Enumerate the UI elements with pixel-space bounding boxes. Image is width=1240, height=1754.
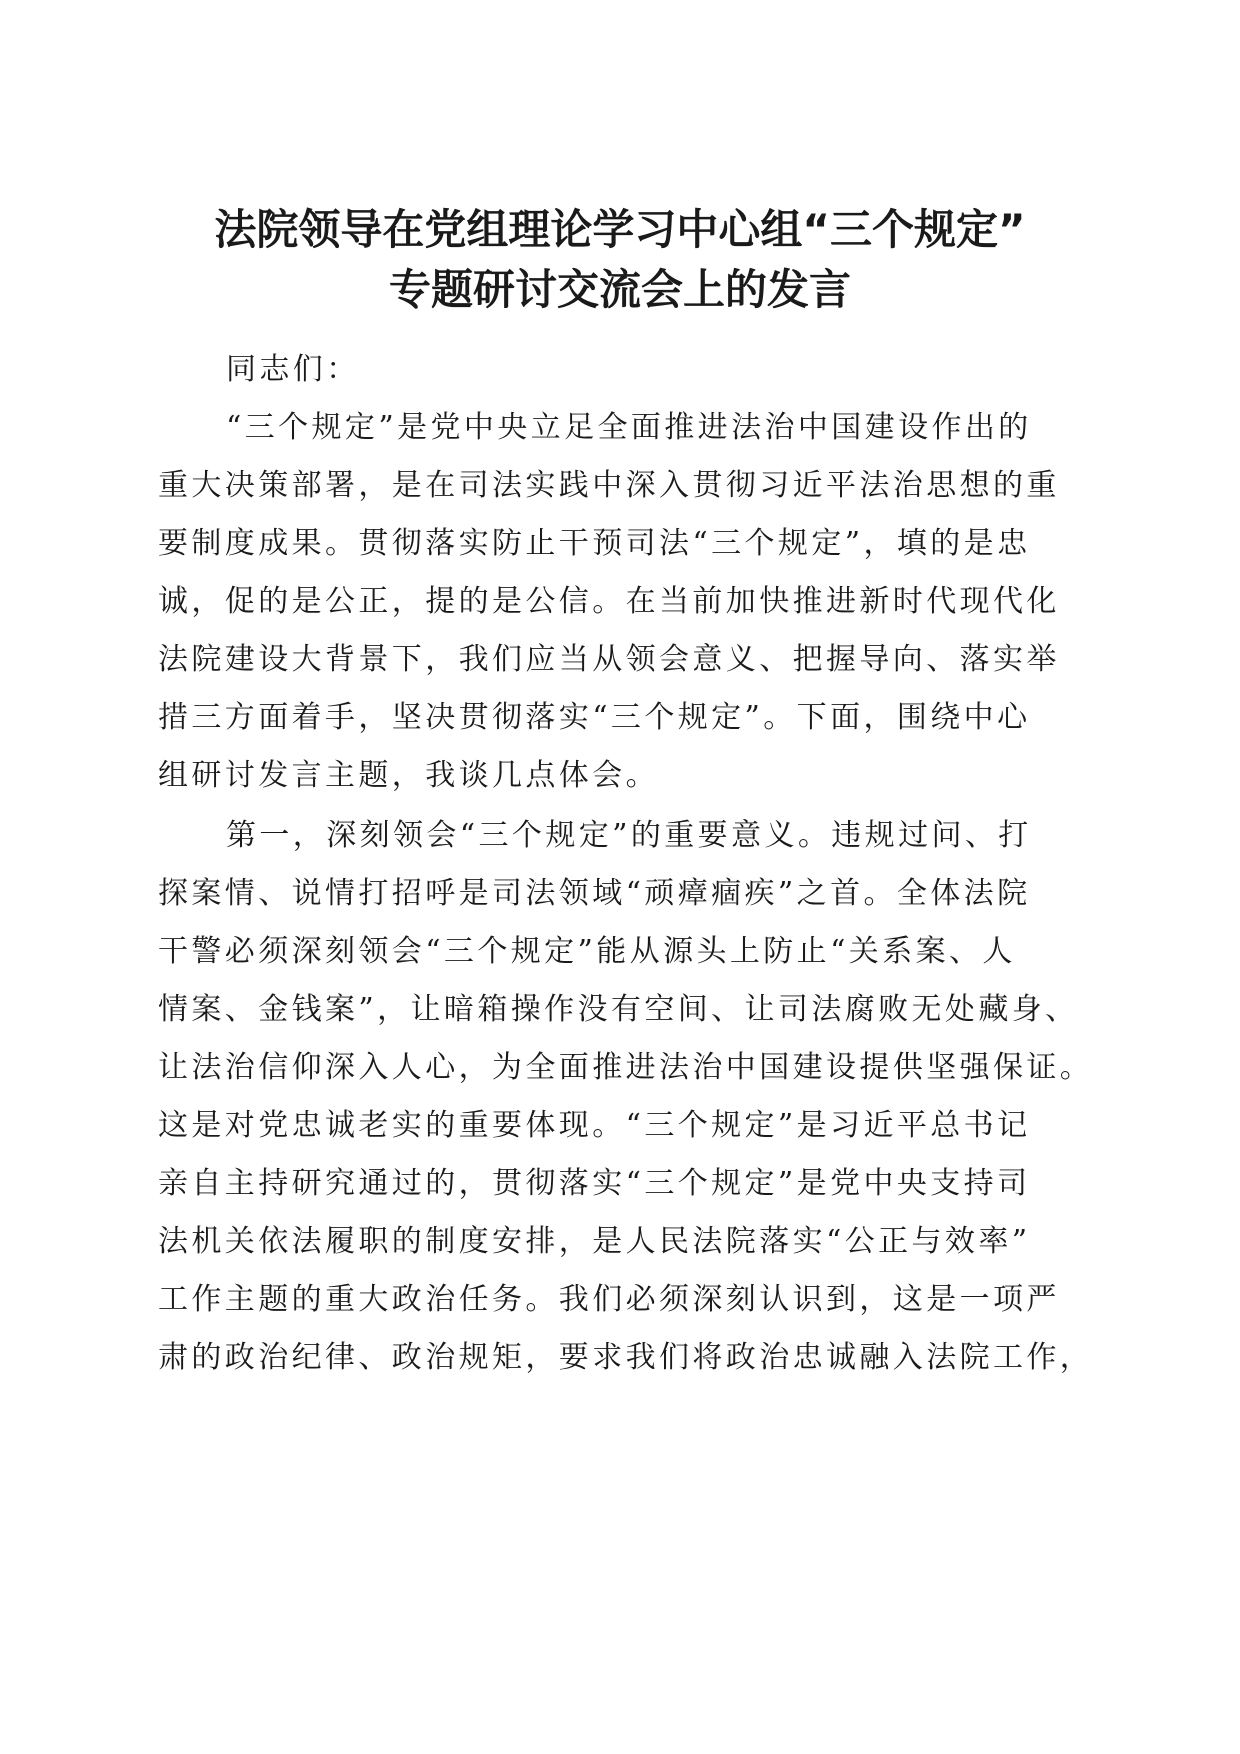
paragraph-1-line: 组研讨发言主题，我谈几点体会。: [158, 758, 659, 793]
paragraph-2-line: 法机关依法履职的制度安排，是人民法院落实“公正与效率”: [158, 1224, 1031, 1259]
paragraph-2-line: 第一，深刻领会“三个规定”的重要意义。违规过问、打: [226, 818, 1032, 853]
paragraph-2-line: 亲自主持研究通过的，贯彻落实“三个规定”是党中央支持司: [158, 1166, 1031, 1201]
paragraph-2-line: 工作主题的重大政治任务。我们必须深刻认识到，这是一项严: [158, 1282, 1060, 1317]
paragraph-1-line: 诚，促的是公正，提的是公信。在当前加快推进新时代现代化: [158, 584, 1060, 619]
paragraph-1-line: 措三方面着手，坚决贯彻落实“三个规定”。下面，围绕中心: [158, 700, 1031, 735]
document-title-line-2: 专题研讨交流会上的发言: [388, 265, 851, 314]
document-title-line-1: 法院领导在党组理论学习中心组“三个规定”: [214, 205, 1026, 254]
salutation: 同志们：: [226, 352, 360, 387]
paragraph-2-line: 干警必须深刻领会“三个规定”能从源头上防止“关系案、人: [158, 934, 1016, 969]
paragraph-1-line: “三个规定”是党中央立足全面推进法治中国建设作出的: [226, 410, 1032, 445]
paragraph-2-line: 让法治信仰深入人心，为全面推进法治中国建设提供坚强保证。: [158, 1050, 1094, 1085]
paragraph-1-line: 重大决策部署，是在司法实践中深入贯彻习近平法治思想的重: [158, 468, 1060, 503]
paragraph-2-line: 这是对党忠诚老实的重要体现。“三个规定”是习近平总书记: [158, 1108, 1031, 1143]
paragraph-2-line: 探案情、说情打招呼是司法领域“顽瘴痼疾”之首。全体法院: [158, 876, 1031, 911]
paragraph-1-line: 法院建设大背景下，我们应当从领会意义、把握导向、落实举: [158, 642, 1060, 677]
paragraph-1-line: 要制度成果。贯彻落实防止干预司法“三个规定”，填的是忠: [158, 526, 1031, 561]
paragraph-2-line: 肃的政治纪律、政治规矩，要求我们将政治忠诚融入法院工作，: [158, 1340, 1094, 1375]
paragraph-2-line: 情案、金钱案”，让暗箱操作没有空间、让司法腐败无处藏身、: [158, 992, 1079, 1027]
